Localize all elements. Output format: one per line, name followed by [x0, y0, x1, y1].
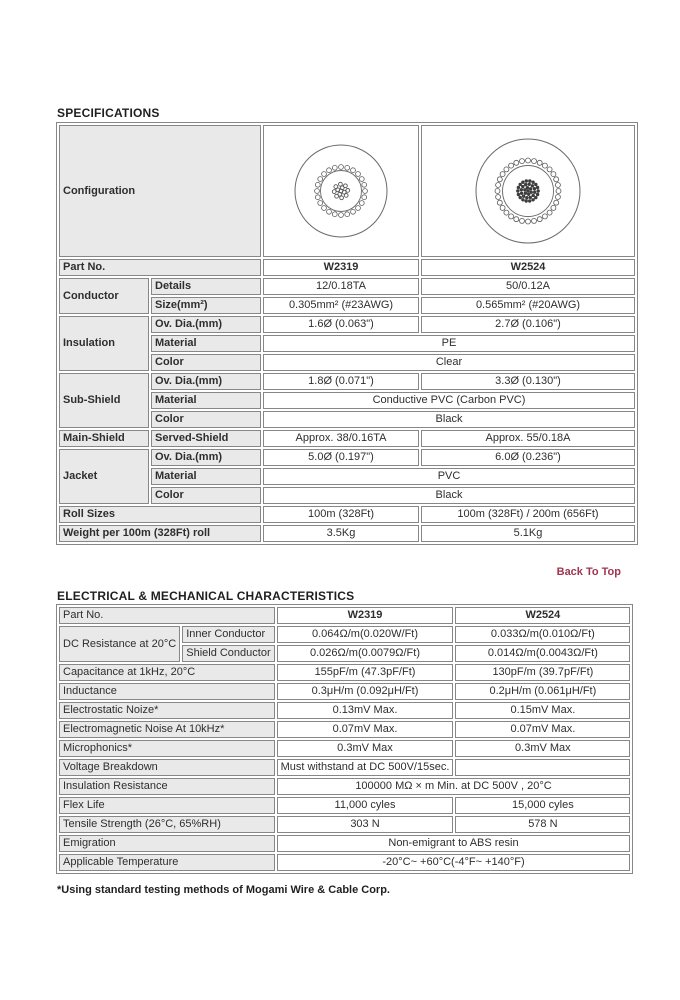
flex-life-row [59, 797, 630, 814]
flex-life-label: Flex Life [59, 797, 275, 814]
electromagnetic-noise-w2524: 0.07mV Max. [455, 721, 630, 738]
electromagnetic-noise-w2319: 0.07mV Max. [277, 721, 454, 738]
insulation-resistance-label: Insulation Resistance [59, 778, 275, 795]
jacket-dia-label: Ov. Dia.(mm) [151, 449, 261, 466]
insulation-label: Insulation [59, 316, 149, 371]
voltage-breakdown-row [59, 759, 630, 776]
insulation-material-label: Material [151, 335, 261, 352]
jacket-material-label: Material [151, 468, 261, 485]
tensile-strength-w2524: 578 N [455, 816, 630, 833]
inner-conductor-w2319: 0.064Ω/m(0.020W/Ft) [277, 626, 454, 643]
capacitance-w2524: 130pF/m (39.7pF/Ft) [455, 664, 630, 681]
subshield-color-label: Color [151, 411, 261, 428]
jacket-color-value: Black [263, 487, 635, 504]
insulation-resistance-value: 100000 MΩ × m Min. at DC 500V , 20°C [277, 778, 631, 795]
dc-resistance-label: DC Resistance at 20°C [59, 626, 180, 662]
inductance-w2524: 0.2μH/m (0.061μH/Ft) [455, 683, 630, 700]
electrostatic-noise-w2524: 0.15mV Max. [455, 702, 630, 719]
conductor-details-label: Details [151, 278, 261, 295]
weight-label: Weight per 100m (328Ft) roll [59, 525, 261, 542]
tensile-strength-row [59, 816, 630, 833]
tensile-strength-w2319: 303 N [277, 816, 454, 833]
jacket-dia-row [59, 449, 635, 466]
conductor-size-label: Size(mm²) [151, 297, 261, 314]
specifications-heading: SPECIFICATIONS [57, 106, 160, 120]
conductor-details-w2319: 12/0.18TA [263, 278, 419, 295]
insulation-dia-w2319: 1.6Ø (0.063") [263, 316, 419, 333]
weight-row [59, 525, 635, 542]
conductor-size-w2319: 0.305mm² (#23AWG) [263, 297, 419, 314]
elec-part-no-row [59, 607, 630, 624]
electrostatic-noise-w2319: 0.13mV Max. [277, 702, 454, 719]
subshield-dia-label: Ov. Dia.(mm) [151, 373, 261, 390]
weight-w2319: 3.5Kg [263, 525, 419, 542]
insulation-resistance-row [59, 778, 630, 795]
subshield-label: Sub-Shield [59, 373, 149, 428]
subshield-dia-row [59, 373, 635, 390]
microphonics-row [59, 740, 630, 757]
tensile-strength-label: Tensile Strength (26°C, 65%RH) [59, 816, 275, 833]
emigration-label: Emigration [59, 835, 275, 852]
capacitance-row [59, 664, 630, 681]
part-no-row [59, 259, 635, 276]
electrical-table [56, 604, 633, 874]
capacitance-label: Capacitance at 1kHz, 20°C [59, 664, 275, 681]
microphonics-w2319: 0.3mV Max [277, 740, 454, 757]
applicable-temperature-value: -20°C~ +60°C(-4°F~ +140°F) [277, 854, 631, 871]
cable-cross-section-w2319 [263, 125, 419, 257]
inductance-w2319: 0.3μH/m (0.092μH/Ft) [277, 683, 454, 700]
back-to-top-link[interactable]: Back To Top [556, 566, 621, 578]
electromagnetic-noise-label: Electromagnetic Noise At 10kHz* [59, 721, 275, 738]
subshield-color-value: Black [263, 411, 635, 428]
insulation-material-value: PE [263, 335, 635, 352]
dc-resistance-inner-row [59, 626, 630, 643]
inductance-row [59, 683, 630, 700]
insulation-color-value: Clear [263, 354, 635, 371]
insulation-color-label: Color [151, 354, 261, 371]
flex-life-w2319: 11,000 cyles [277, 797, 454, 814]
cable-cross-section-w2524-drawing [425, 127, 631, 255]
mainshield-served-w2524: Approx. 55/0.18A [421, 430, 635, 447]
electrical-heading: ELECTRICAL & MECHANICAL CHARACTERISTICS [57, 589, 355, 603]
weight-w2524: 5.1Kg [421, 525, 635, 542]
elec-part-no-w2524: W2524 [455, 607, 630, 624]
roll-sizes-w2524: 100m (328Ft) / 200m (656Ft) [421, 506, 635, 523]
insulation-dia-row [59, 316, 635, 333]
roll-sizes-label: Roll Sizes [59, 506, 261, 523]
shield-conductor-w2319: 0.026Ω/m(0.0079Ω/Ft) [277, 645, 454, 662]
footnote: *Using standard testing methods of Mogami Wire & Cable Corp. [57, 884, 390, 896]
elec-part-no-label: Part No. [59, 607, 275, 624]
specifications-table [56, 122, 638, 545]
electrostatic-noise-row [59, 702, 630, 719]
roll-sizes-row [59, 506, 635, 523]
cable-cross-section-w2524 [421, 125, 635, 257]
emigration-value: Non-emigrant to ABS resin [277, 835, 631, 852]
applicable-temperature-label: Applicable Temperature [59, 854, 275, 871]
applicable-temperature-row [59, 854, 630, 871]
part-no-w2524: W2524 [421, 259, 635, 276]
capacitance-w2319: 155pF/m (47.3pF/Ft) [277, 664, 454, 681]
conductor-details-w2524: 50/0.12A [421, 278, 635, 295]
conductor-label: Conductor [59, 278, 149, 314]
part-no-label: Part No. [59, 259, 261, 276]
inner-conductor-label: Inner Conductor [182, 626, 274, 643]
jacket-label: Jacket [59, 449, 149, 504]
cable-cross-section-w2319-drawing [267, 127, 415, 255]
mainshield-served-label: Served-Shield [151, 430, 261, 447]
configuration-label: Configuration [59, 125, 261, 257]
roll-sizes-w2319: 100m (328Ft) [263, 506, 419, 523]
inner-conductor-w2524: 0.033Ω/m(0.010Ω/Ft) [455, 626, 630, 643]
subshield-material-label: Material [151, 392, 261, 409]
voltage-breakdown-value: Must withstand at DC 500V/15sec. [277, 759, 454, 776]
electrostatic-noise-label: Electrostatic Noize* [59, 702, 275, 719]
insulation-dia-label: Ov. Dia.(mm) [151, 316, 261, 333]
voltage-breakdown-label: Voltage Breakdown [59, 759, 275, 776]
subshield-material-value: Conductive PVC (Carbon PVC) [263, 392, 635, 409]
jacket-color-label: Color [151, 487, 261, 504]
inductance-label: Inductance [59, 683, 275, 700]
subshield-dia-w2319: 1.8Ø (0.071") [263, 373, 419, 390]
microphonics-label: Microphonics* [59, 740, 275, 757]
electromagnetic-noise-row [59, 721, 630, 738]
microphonics-w2524: 0.3mV Max [455, 740, 630, 757]
voltage-breakdown-empty-cell [455, 759, 630, 776]
elec-part-no-w2319: W2319 [277, 607, 454, 624]
shield-conductor-label: Shield Conductor [182, 645, 274, 662]
jacket-material-value: PVC [263, 468, 635, 485]
mainshield-label: Main-Shield [59, 430, 149, 447]
subshield-dia-w2524: 3.3Ø (0.130") [421, 373, 635, 390]
jacket-dia-w2319: 5.0Ø (0.197") [263, 449, 419, 466]
conductor-details-row [59, 278, 635, 295]
mainshield-row [59, 430, 635, 447]
conductor-size-w2524: 0.565mm² (#20AWG) [421, 297, 635, 314]
jacket-dia-w2524: 6.0Ø (0.236") [421, 449, 635, 466]
part-no-w2319: W2319 [263, 259, 419, 276]
mainshield-served-w2319: Approx. 38/0.16TA [263, 430, 419, 447]
shield-conductor-w2524: 0.014Ω/m(0.0043Ω/Ft) [455, 645, 630, 662]
insulation-dia-w2524: 2.7Ø (0.106") [421, 316, 635, 333]
emigration-row [59, 835, 630, 852]
flex-life-w2524: 15,000 cyles [455, 797, 630, 814]
configuration-row [59, 125, 635, 257]
